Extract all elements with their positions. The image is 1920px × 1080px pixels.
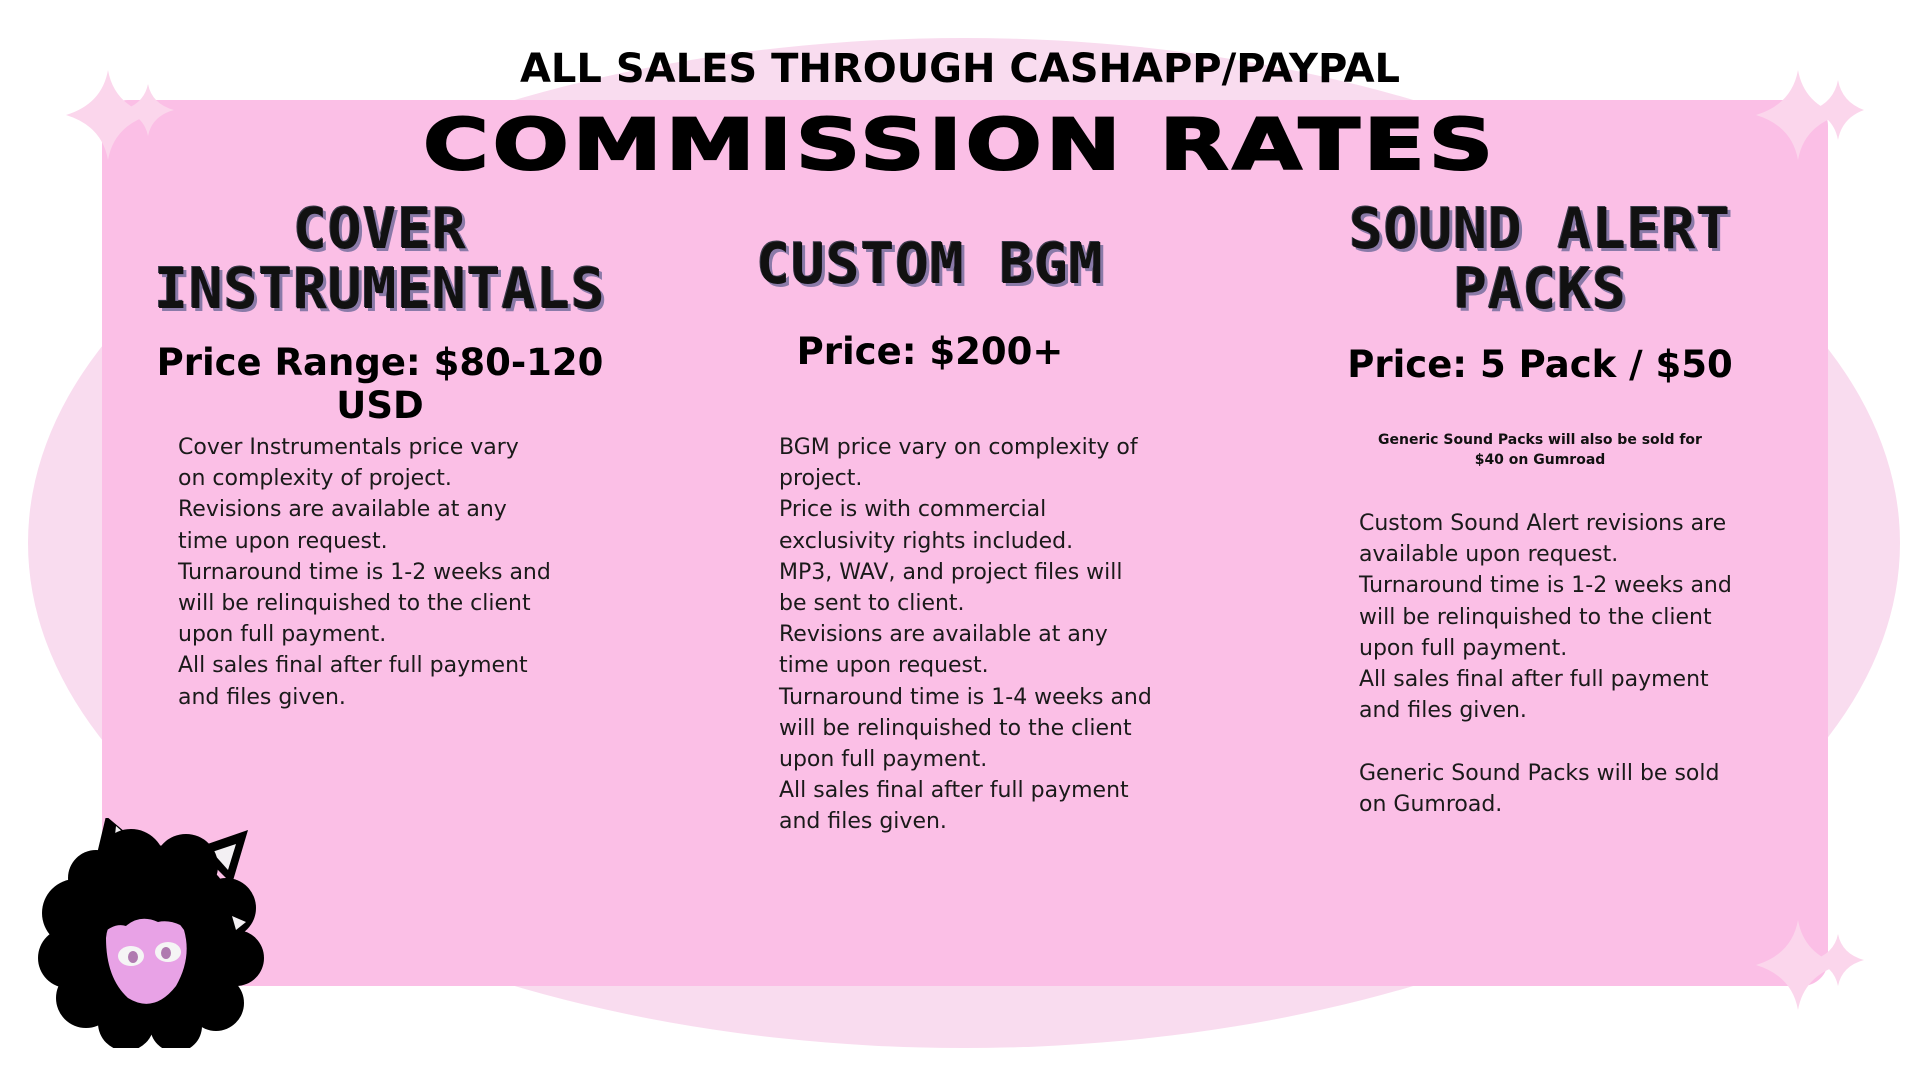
column-title-line: PACKS bbox=[1453, 257, 1627, 322]
gumroad-note-line: $40 on Gumroad bbox=[1474, 452, 1606, 468]
description-custom-bgm: BGM price vary on complexity of project. Price is with commercial exclusivity rights included. MP3, WAV, and project files will be sent to client. Revisions are available at any time upon request. Turnaround time is 1-4 weeks and will be relinquished to the client upon full payment. All sales final after full payment and files given. bbox=[779, 435, 1152, 835]
description-sound-alert-packs: Custom Sound Alert revisions are available upon request. Turnaround time is 1-2 weeks and will be relinquished to the client upon full payment. All sales final after full payment and files given. Generic Sound Packs will be sold on Gumroad. bbox=[1359, 511, 1732, 817]
sparkle-icon bbox=[1756, 920, 1866, 1010]
gumroad-note bbox=[1290, 430, 1790, 470]
column-title-line: CUSTOM BGM bbox=[756, 232, 1104, 297]
column-title-line: INSTRUMENTALS bbox=[154, 257, 606, 322]
column-title-cover-instrumentals bbox=[110, 197, 650, 322]
cat-girl-avatar-icon bbox=[36, 818, 266, 1048]
price-sound-alert-packs: Price: 5 Pack / $50 bbox=[1347, 343, 1733, 386]
gumroad-note-line: Generic Sound Packs will also be sold for bbox=[1378, 432, 1702, 448]
price-custom-bgm: Price: $200+ bbox=[796, 330, 1064, 373]
page-title: COMMISSION RATES bbox=[423, 104, 1498, 186]
payment-note: ALL SALES THROUGH CASHAPP/PAYPAL bbox=[519, 46, 1401, 92]
column-title-sound-alert-packs bbox=[1270, 197, 1810, 322]
column-title-line: SOUND ALERT bbox=[1349, 197, 1731, 262]
description-cover-instrumentals: Cover Instrumentals price vary on complexity of project. Revisions are available at any time upon request. Turnaround time is 1-2 weeks and will be relinquished to the client upon full payment. All sales final after full payment and files given. bbox=[178, 435, 551, 710]
column-title-custom-bgm bbox=[660, 232, 1200, 297]
column-title-line: COVER bbox=[293, 197, 467, 262]
price-cover-instrumentals: Price Range: $80-120 USD bbox=[156, 341, 604, 427]
